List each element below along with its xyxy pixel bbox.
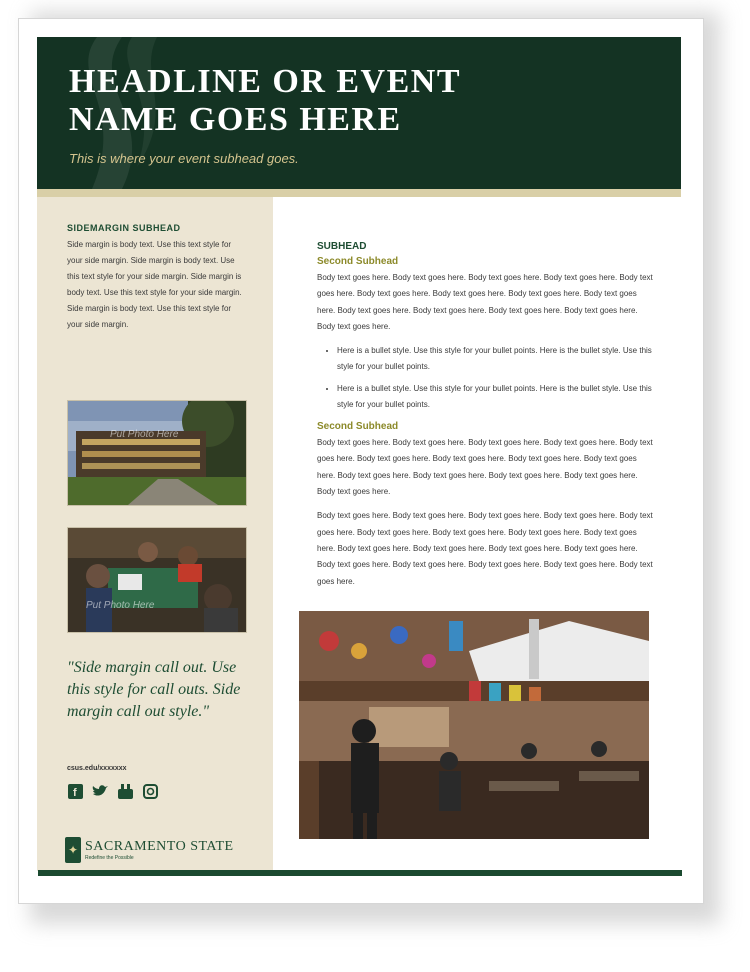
campus-building-photo	[67, 400, 247, 506]
instagram-icon[interactable]	[142, 783, 158, 799]
main-subhead: SUBHEAD	[317, 241, 367, 252]
body-text: Body text goes here. Body text goes here. Body text goes here. Body text goes here. Body text goes here. Body text goes here. Body text goes here. Body text goes here. Body text goes here. Body text goes here. Body text goes here. Body text goes here. Body text goes here. Body text goes here.	[317, 273, 653, 331]
social-icons	[67, 783, 158, 799]
bullet-item: • Here is a bullet style. Use this style for your bullet points. Here is the bullet style. Use this style for your bullet points.	[337, 343, 657, 375]
youtube-icon[interactable]	[117, 783, 133, 799]
bullet-item: • Here is a bullet style. Use this style for your bullet points. Here is the bullet style. Use this style for your bullet points.	[337, 381, 657, 413]
side-callout-quote: "Side margin call out. Use this style for call outs. Side margin call out style."	[67, 659, 241, 720]
logo-name: SACRAMENTO STATE	[85, 839, 234, 854]
header-banner	[37, 37, 681, 189]
body-text: Body text goes here. Body text goes here. Body text goes here. Body text goes here. Body text goes here. Body text goes here. Body text goes here. Body text goes here. Body text goes here. Body text goes here. Body text goes here. Body text goes here. Body text goes here. Body text goes here. Body text goes here. Body text goes here. Body text goes here. Body text goes here.	[317, 511, 653, 586]
website-url[interactable]: csus.edu/xxxxxxx	[67, 765, 127, 772]
second-subhead: Second Subhead	[317, 256, 399, 267]
photo-caption: Put Photo Here	[86, 600, 155, 611]
bullet-list	[317, 343, 657, 413]
main-column	[317, 241, 657, 598]
body-text: Body text goes here. Body text goes here. Body text goes here. Body text goes here. Body text goes here. Body text goes here. Body text goes here. Body text goes here. Body text goes here. Body text goes here. Body text goes here. Body text goes here. Body text goes here. Body text goes here.	[317, 438, 653, 497]
student-union-image	[299, 611, 649, 839]
students-photo	[67, 527, 247, 633]
sacramento-state-logo	[65, 837, 234, 863]
flyer-page	[18, 18, 704, 904]
twitter-icon[interactable]	[92, 783, 108, 799]
gold-divider	[37, 189, 681, 197]
svg-text:f: f	[72, 786, 77, 799]
photo-caption: Put Photo Here	[110, 429, 179, 440]
second-subhead: Second Subhead	[317, 421, 399, 433]
logo-tagline: Redefine the Possible	[85, 855, 134, 861]
campus-building-image	[68, 401, 246, 505]
student-union-photo	[299, 611, 649, 839]
side-margin	[37, 197, 273, 871]
hornet-mark-icon: ✦	[65, 837, 81, 863]
students-image	[68, 528, 246, 632]
bottom-green-rule	[38, 870, 682, 876]
event-subhead: This is where your event subhead goes.	[69, 151, 299, 166]
facebook-icon[interactable]	[67, 783, 83, 799]
sidebar-subhead: SIDEMARGIN SUBHEAD	[67, 223, 181, 233]
sidebar-body-text: Side margin is body text. Use this text style for your side margin. Side margin is body text. Use this text style for your side margin. Side margin is body text. Use this text style for your side margin. Side margin is body text. Use this text style for your side margin.	[67, 240, 242, 329]
headline: HEADLINE OR EVENT NAME GOES HERE	[69, 63, 461, 138]
